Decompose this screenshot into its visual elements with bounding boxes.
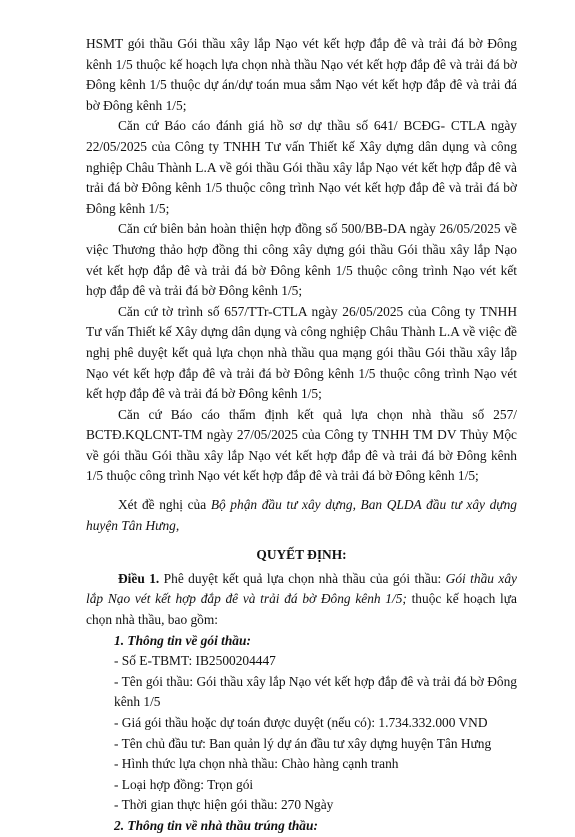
section-1-item: - Thời gian thực hiện gói thầu: 270 Ngày (114, 797, 334, 813)
paragraph-hsmt: HSMT gói thầu Gói thầu xây lắp Nạo vét kết hợp đắp đê và trải đá bờ Đông kênh 1/5 thuộc kế hoạch lựa chọn nhà thầu Nạo vét kết hợp đắp đê và trải đá bờ Đông kênh 1/5 thuộc dự án/dự toán mua sắm Nạo vét kết hợp đắp đê và trải đá bờ Đông kênh 1/5; (86, 36, 517, 113)
section-1-item: - Số E-TBMT: IB2500204447 (114, 653, 276, 669)
article-1-text-b: thuộc kế hoạch lựa chọn nhà thầu, bao gồm: (86, 591, 517, 628)
paragraph-bao-cao-tham-dinh: Căn cứ Báo cáo thẩm định kết quả lựa chọn nhà thầu số 257/ BCTĐ.KQLCNT-TM ngày 27/05/2025 của Công ty TNHH TM DV Thủy Mộc về gói thầu Gói thầu xây lắp Nạo vét kết hợp đắp đê và trải đá bờ Đông kênh 1/5 thuộc công trình Nạo vét kết hợp đắp đê và trải đá bờ Đông kênh 1/5; (86, 406, 517, 484)
section-1-item: - Loại hợp đồng: Trọn gói (114, 776, 254, 792)
paragraph-xet-de-nghi (86, 495, 517, 536)
paragraph-to-trinh: Căn cứ tờ trình số 657/TTr-CTLA ngày 26/05/2025 của Công ty TNHH Tư vấn Thiết kế Xây dựng dân dụng và công nghiệp Châu Thành L.A về việc đề nghị phê duyệt kết quả lựa chọn nhà thầu qua mạng gói thầu Gói thầu xây lắp Nạo vét kết hợp đắp đê và trải đá bờ Đông kênh 1/5 thuộc công trình Nạo vét kết hợp đắp đê và trải đá bờ Đông kênh 1/5; (86, 303, 517, 402)
section-2-title: 2. Thông tin về nhà thầu trúng thầu: (114, 817, 318, 833)
article-1 (86, 569, 517, 631)
decision-heading: QUYẾT ĐỊNH: (256, 547, 347, 563)
section-1-item: - Giá gói thầu hoặc dự toán được duyệt (nếu có): 1.734.332.000 VND (114, 715, 488, 730)
section-1-item: - Tên gói thầu: Gói thầu xây lắp Nạo vét kết hợp đắp đê và trải đá bờ Đông kênh 1/5 (114, 673, 517, 710)
article-1-text-a: Phê duyệt kết quả lựa chọn nhà thầu của gói thầu: (159, 570, 446, 586)
xet-de-nghi-prefix: Xét đề nghị của (118, 497, 211, 513)
article-1-label: Điều 1. (118, 570, 160, 586)
section-1-item: - Tên chủ đầu tư: Ban quản lý dự án đầu tư xây dựng huyện Tân Hưng (114, 735, 492, 751)
article-1-package-name: Gói thầu xây lắp Nạo vét kết hợp đắp đê và trải đá bờ Đông kênh 1/5; (86, 570, 517, 607)
paragraph-bien-ban: Căn cứ biên bản hoàn thiện hợp đồng số 500/BB-DA ngày 26/05/2025 về việc Thương thảo hợp đồng thi công xây dựng gói thầu Gói thầu xây lắp Nạo vét kết hợp đắp đê và trải đá bờ Đông kênh 1/5 thuộc công trình Nạo vét kết hợp đắp đê và trải đá bờ Đông kênh 1/5; (86, 221, 517, 299)
section-1-title: 1. Thông tin về gói thầu: (114, 632, 251, 648)
section-1-item: - Hình thức lựa chọn nhà thầu: Chào hàng cạnh tranh (114, 756, 399, 772)
xet-de-nghi-italic: Bộ phận đầu tư xây dựng, Ban QLDA đầu tư xây dựng huyện Tân Hưng, (86, 497, 517, 533)
paragraph-bao-cao-danh-gia: Căn cứ Báo cáo đánh giá hồ sơ dự thầu số 641/ BCĐG- CTLA ngày 22/05/2025 của Công ty TNHH Tư vấn Thiết kế Xây dựng dân dụng và công nghiệp Châu Thành L.A về gói thầu Gói thầu xây lắp Nạo vét kết hợp đắp đê và trải đá bờ Đông kênh 1/5 thuộc công trình Nạo vét kết hợp đắp đê và trải đá bờ Đông kênh 1/5; (86, 118, 517, 216)
